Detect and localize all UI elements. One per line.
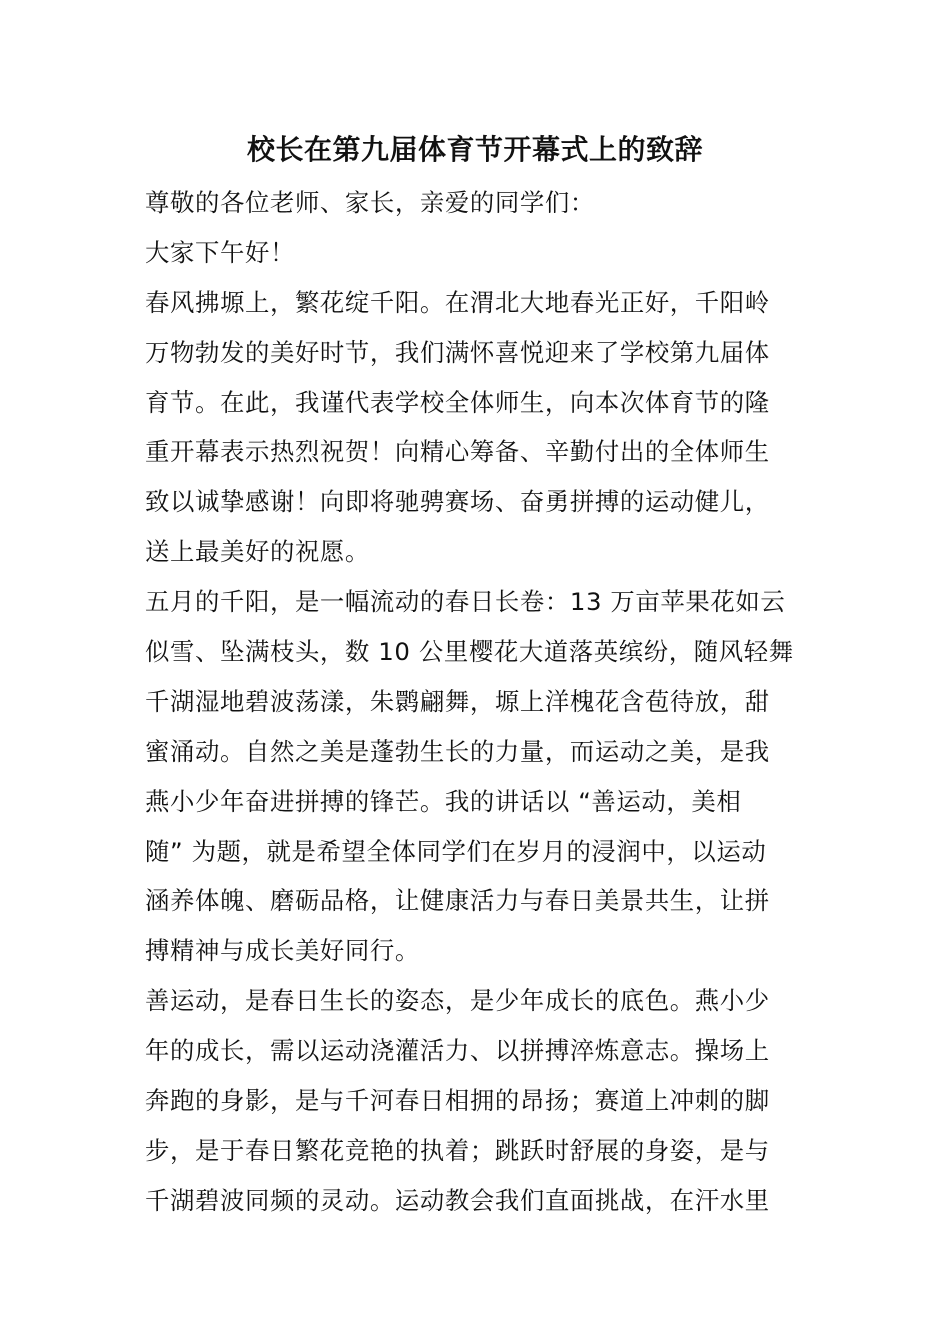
text-line: 搏精神与成长美好同行。: [145, 936, 420, 966]
text-line: 育节。在此，我谨代表学校全体师生，向本次体育节的隆: [145, 387, 770, 417]
text-line: 年的成长，需以运动浇灌活力、以拼搏淬炼意志。操场上: [145, 1036, 770, 1066]
text-line: 涵养体魄、磨砺品格，让健康活力与春日美景共生，让拼: [145, 886, 770, 916]
text-line: 致以诚挚感谢！向即将驰骋赛场、奋勇拼搏的运动健儿，: [145, 487, 770, 517]
text-line: 燕小少年奋进拼搏的锋芒。我的讲话以 “善运动，美相: [145, 786, 742, 816]
text-line: 重开幕表示热烈祝贺！向精心筹备、辛勤付出的全体师生: [145, 437, 770, 467]
text-line: 似雪、坠满枝头，数 10 公里樱花大道落英缤纷，随风轻舞: [145, 637, 794, 667]
text-line: 春风拂塬上，繁花绽千阳。在渭北大地春光正好，千阳岭: [145, 287, 770, 317]
document-body: [145, 178, 807, 1226]
text-line: 奔跑的身影，是与千河春日相拥的昂扬；赛道上冲刺的脚: [145, 1086, 770, 1116]
text-line: 大家下午好！: [145, 237, 295, 267]
document-title: 校长在第九届体育节开幕式上的致辞: [246, 133, 703, 166]
text-line: 蜜涌动。自然之美是蓬勃生长的力量，而运动之美，是我: [145, 736, 770, 766]
text-line: 步，是于春日繁花竞艳的执着；跳跃时舒展的身姿，是与: [145, 1135, 770, 1165]
text-line: 尊敬的各位老师、家长，亲爱的同学们：: [145, 188, 595, 217]
text-line: 万物勃发的美好时节，我们满怀喜悦迎来了学校第九届体: [145, 337, 770, 367]
text-line: 五月的千阳，是一幅流动的春日长卷：13 万亩苹果花如云: [145, 587, 786, 617]
text-line: 送上最美好的祝愿。: [145, 537, 370, 567]
text-line: 千湖湿地碧波荡漾，朱鹮翩舞，塬上洋槐花含苞待放，甜: [145, 686, 770, 716]
text-line: 善运动，是春日生长的姿态，是少年成长的底色。燕小少: [145, 986, 770, 1016]
text-line: 随” 为题，就是希望全体同学们在岁月的浸润中，以运动: [145, 836, 767, 866]
text-line: 千湖碧波同频的灵动。运动教会我们直面挑战，在汗水里: [145, 1185, 770, 1215]
